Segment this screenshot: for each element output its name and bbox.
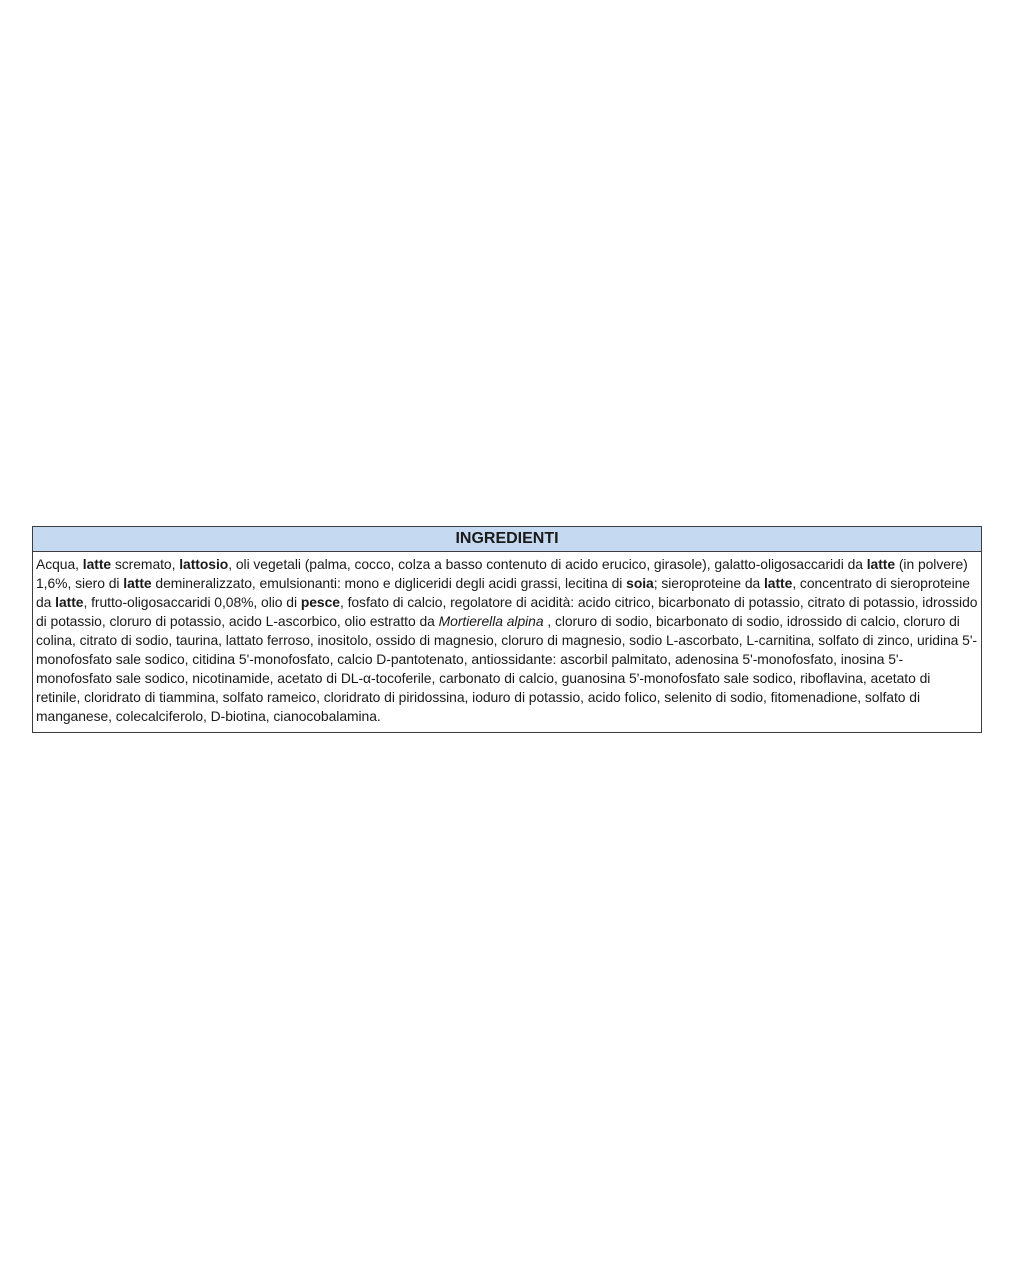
allergen-segment: soia xyxy=(626,575,654,591)
ingredient-segment: demineralizzato, emulsionanti: mono e digliceridi degli acidi grassi, lecitina di xyxy=(151,575,627,591)
allergen-segment: latte xyxy=(123,575,152,591)
allergen-segment: latte xyxy=(764,575,793,591)
ingredient-segment: (in polvere) 1,6%, siero di xyxy=(36,556,968,591)
ingredient-segment: ; sieroproteine da xyxy=(653,575,764,591)
ingredient-segment: , cloruro di sodio, bicarbonato di sodio, idrossido di calcio, cloruro di colina, citrato di sodio, taurina, lattato ferroso, inositolo, ossido di magnesio, cloruro di magnesio, sodio L-ascorbato, L-carnitina, solfato di zinco, uridina 5'-monofosfato sale sodico, citidina 5'-monofosfato, calcio D-pantotenato, antiossidante: ascorbil palmitato, adenosina 5'-monofosfato, inosina 5'-monofosfato sale sodico, nicotinamide, acetato di DL-α-tocoferile, carbonato di calcio, guanosina 5'-monofosfato sale sodico, riboflavina, acetato di retinile, cloridrato di tiammina, solfato rameico, cloridrato di piridossina, ioduro di potassio, acido folico, selenito di sodio, fitomenadione, solfato di manganese, colecalciferolo, D-biotina, cianocobalamina. xyxy=(36,613,978,724)
ingredients-text xyxy=(33,552,981,732)
ingredient-segment: scremato, xyxy=(111,556,180,572)
ingredient-segment: Acqua, xyxy=(36,556,83,572)
species-name-segment: Mortierella alpina xyxy=(438,613,544,629)
ingredient-segment: , concentrato di sieroproteine da xyxy=(36,575,970,610)
allergen-segment: lattosio xyxy=(179,556,229,572)
ingredient-segment: , fosfato di calcio, regolatore di acidità: acido citrico, bicarbonato di potassio, citrato di potassio, idrossido di potassio, cloruro di potassio, acido L-ascorbico, olio estratto da xyxy=(36,594,978,629)
allergen-segment: latte xyxy=(82,556,112,572)
ingredients-header: INGREDIENTI xyxy=(33,527,981,552)
ingredient-segment: , oli vegetali (palma, cocco, colza a basso contenuto di acido erucico, girasole), galatto-oligosaccaridi da xyxy=(228,556,867,572)
allergen-segment: pesce xyxy=(300,594,340,610)
allergen-segment: latte xyxy=(866,556,896,572)
ingredient-segment: , frutto-oligosaccaridi 0,08%, olio di xyxy=(83,594,301,610)
allergen-segment: latte xyxy=(55,594,84,610)
ingredients-table xyxy=(32,526,982,733)
